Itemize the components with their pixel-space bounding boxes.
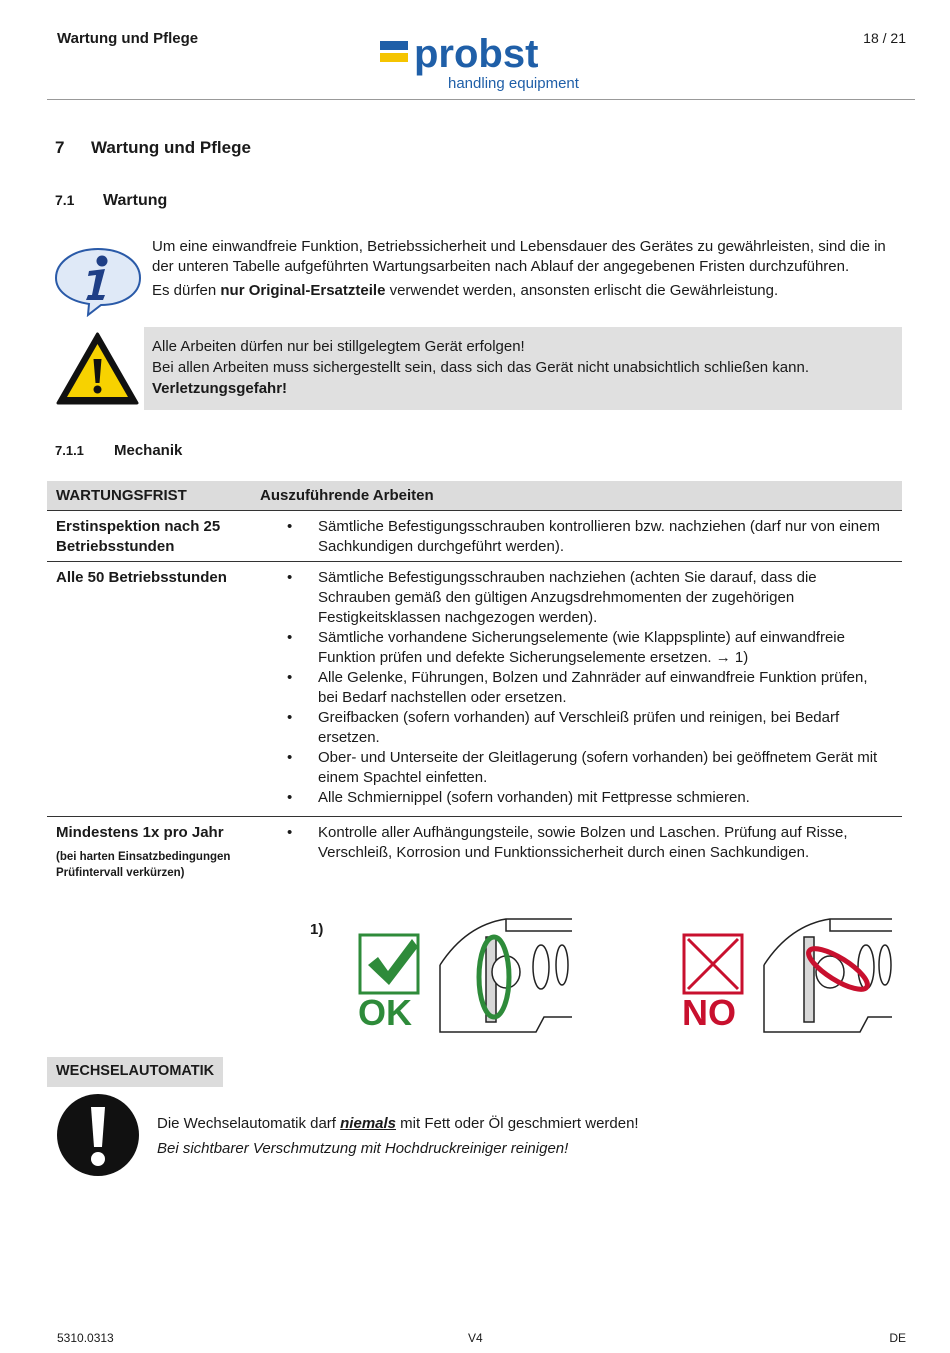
ok-check-icon: [360, 935, 418, 993]
warning-line-1: Alle Arbeiten dürfen nur bei stillgelegtem Gerät erfolgen!: [152, 338, 525, 355]
footer-language: DE: [889, 1331, 906, 1345]
footer-version: V4: [468, 1331, 483, 1345]
warning-line-3: Verletzungsgefahr!: [152, 380, 288, 397]
subsubsection-title: Mechanik: [114, 442, 183, 459]
logo-tagline: handling equipment: [448, 75, 579, 92]
auto-change-line-1: [157, 1111, 639, 1136]
subsubsection-number: 7.1.1: [55, 443, 84, 458]
info-speech-bubble-icon: [53, 245, 143, 317]
subsection-number: 7.1: [55, 192, 75, 208]
section-heading: [55, 138, 251, 158]
auto-change-text: [157, 1111, 639, 1161]
table-row: [47, 817, 902, 889]
subsection-heading: [55, 192, 167, 210]
auto-change-label: WECHSELAUTOMATIK: [56, 1063, 215, 1079]
task-item: • Sämtliche Befestigungsschrauben kontrollieren bzw. nachziehen (darf nur von einem Sachkundigen durchgeführt werden).: [287, 517, 887, 557]
row-interval-note: (bei harten Einsatzbedingungen Prüfintervall verkürzen): [56, 851, 231, 879]
table-row: [47, 562, 902, 817]
auto-change-line-1-post: mit Fett oder Öl geschmiert werden!: [396, 1115, 639, 1132]
header-interval: WARTUNGSFRIST: [56, 487, 187, 504]
auto-change-line-1-pre: Die Wechselautomatik darf: [157, 1115, 341, 1132]
task-item: • Kontrolle aller Aufhängungsteile, sowie Bolzen und Laschen. Prüfung auf Risse, Verschleiß, Korrosion und Funktionssicherheit durch einen Sachkundigen.: [287, 823, 887, 863]
section-number: 7: [55, 138, 65, 157]
task-list: [287, 823, 887, 863]
header-tasks: Auszuführende Arbeiten: [260, 487, 434, 504]
exclamation-circle-icon: [56, 1093, 140, 1177]
auto-change-emphasis: niemals: [340, 1115, 397, 1132]
row-interval: Mindestens 1x pro Jahr: [56, 824, 224, 841]
task-item: • Alle Schmiernippel (sofern vorhanden) mit Fettpresse schmieren.: [287, 788, 887, 808]
task-list: [287, 517, 887, 557]
subsubsection-heading: [55, 442, 182, 459]
task-list: [287, 568, 887, 808]
warning-triangle-icon: [55, 331, 140, 407]
pin-drawing: [440, 919, 572, 1032]
task-item: • Sämtliche vorhandene Sicherungselemente (wie Klappsplinte) auf einwandfreie Funktion prüfen und defekte Sicherungselemente ersetzen. → 1): [287, 628, 887, 668]
header-title: Wartung und Pflege: [57, 30, 199, 47]
no-illustration: [680, 917, 895, 1039]
page-number: 18 / 21: [863, 30, 906, 46]
subsection-title: Wartung: [103, 192, 168, 209]
section-title: Wartung und Pflege: [91, 138, 251, 157]
info-paragraph-2: [152, 281, 897, 301]
ok-label: OK: [358, 992, 412, 1033]
row-interval-cell: [56, 823, 256, 881]
no-cross-icon: [684, 935, 742, 993]
ok-illustration: [356, 917, 576, 1039]
info-paragraph-2-post: verwendet werden, ansonsten erlischt die Gewährleistung.: [385, 282, 779, 299]
row-interval: Erstinspektion nach 25 Betriebsstunden: [56, 518, 221, 555]
maintenance-table: [47, 481, 902, 889]
probst-logo: [378, 33, 593, 95]
task-item: • Ober- und Unterseite der Gleitlagerung (sofern vorhanden) bei geöffnetem Gerät mit einem Spachtel einfetten.: [287, 748, 887, 788]
task-item: • Alle Gelenke, Führungen, Bolzen und Zahnräder auf einwandfreie Funktion prüfen, bei Bedarf nachstellen oder ersetzen.: [287, 668, 887, 708]
row-interval: Alle 50 Betriebsstunden: [56, 569, 227, 586]
logo-word: probst: [414, 33, 539, 76]
info-paragraph-2-bold: nur Original-Ersatzteile: [220, 282, 386, 299]
table-row: [47, 511, 902, 562]
info-paragraph-1: Um eine einwandfreie Funktion, Betriebssicherheit und Lebensdauer des Gerätes zu gewährleisten, sind die in der unteren Tabelle aufgeführten Wartungsarbeiten nach Ablauf der angegebenen Fristen durchzuführen.: [152, 238, 886, 275]
auto-change-line-2: Bei sichtbarer Verschmutzung mit Hochdruckreiniger reinigen!: [157, 1140, 569, 1157]
info-paragraph-2-pre: Es dürfen: [152, 282, 221, 299]
warning-text: [152, 336, 892, 399]
footer-doc-number: 5310.0313: [57, 1331, 114, 1345]
header-divider: [47, 99, 915, 100]
task-item: • Sämtliche Befestigungsschrauben nachziehen (achten Sie darauf, dass die Schrauben gemäß den gültigen Anzugsdrehmomenten der zugehörigen Festigkeitsklassen nachgezogen werden).: [287, 568, 887, 628]
figure-marker: 1): [310, 921, 324, 938]
task-item: • Greifbacken (sofern vorhanden) auf Verschleiß prüfen und reinigen, bei Bedarf ersetzen.: [287, 708, 887, 748]
info-text: [152, 237, 897, 305]
table-header: [47, 481, 902, 511]
warning-line-2: Bei allen Arbeiten muss sichergestellt sein, dass sich das Gerät nicht unabsichtlich schließen kann.: [152, 359, 810, 376]
no-label: NO: [682, 992, 736, 1033]
